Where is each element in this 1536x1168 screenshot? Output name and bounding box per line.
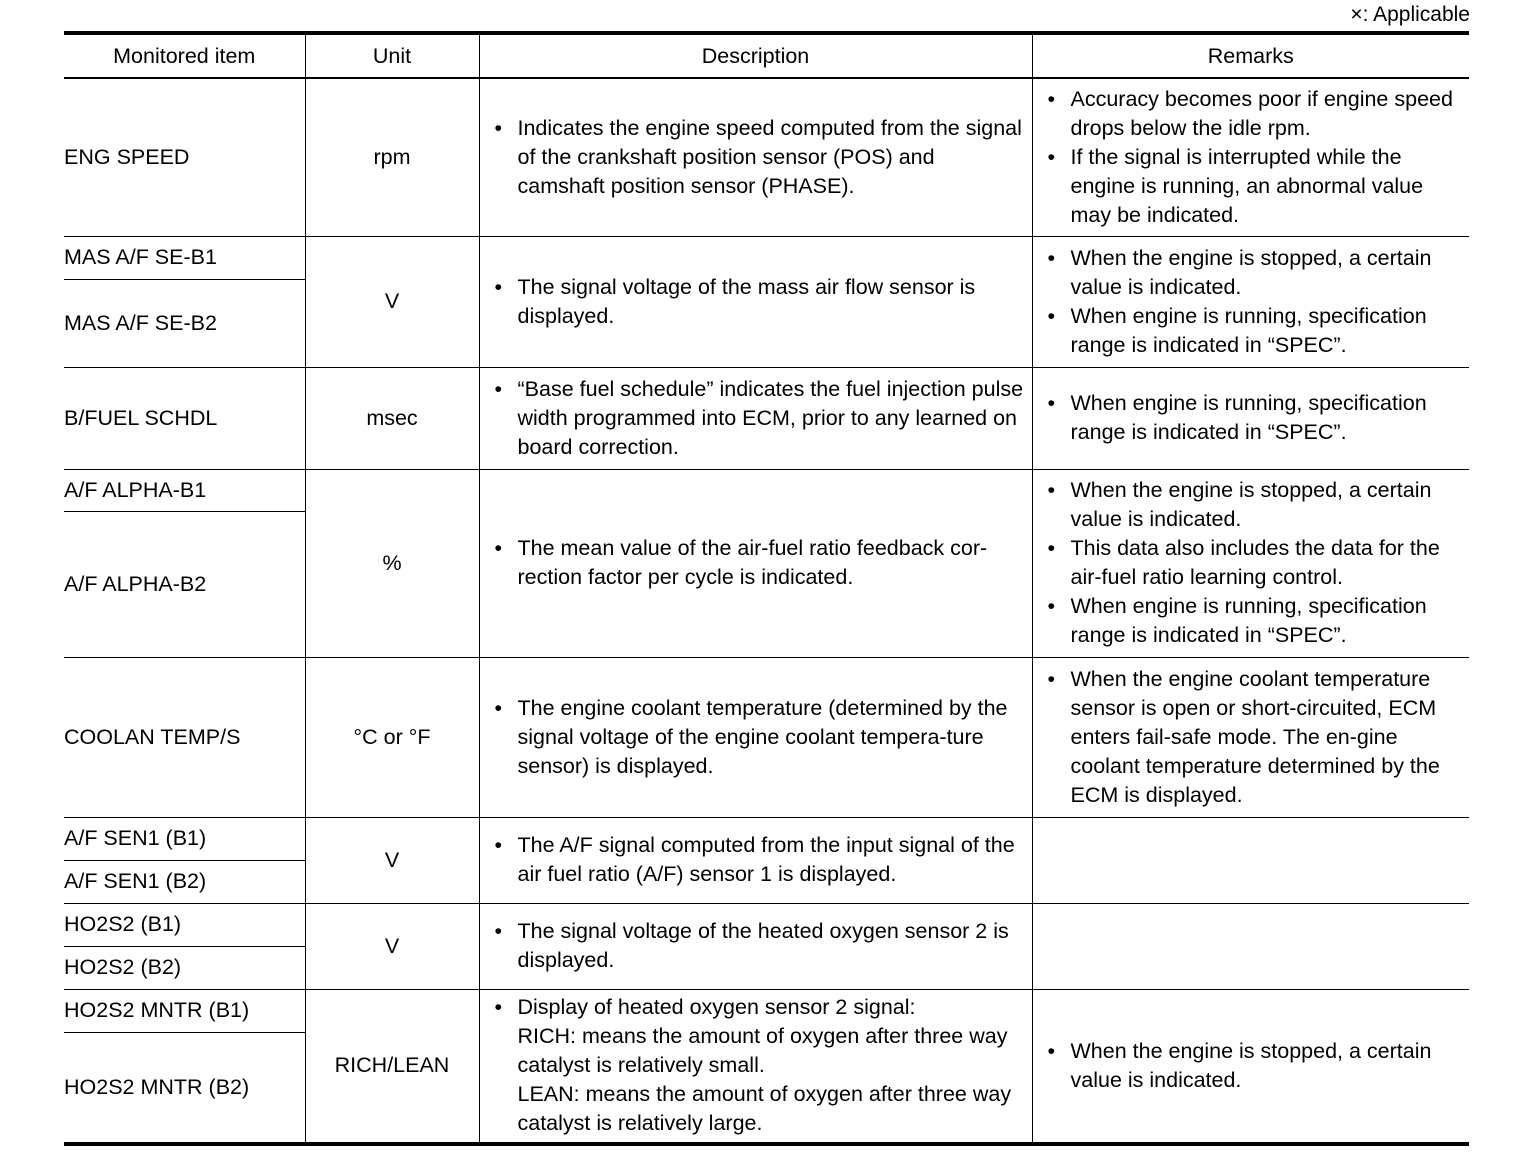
unit: V <box>305 817 479 903</box>
monitored-item: MAS A/F SE-B2 <box>64 279 305 367</box>
description-bullet: • “Base fuel schedule” indicates the fuel injection pulse width programmed into ECM, prior to any learned on board correction. <box>480 375 1032 462</box>
remark-bullet: • When the engine is stopped, a certain value is indicated. <box>1033 244 1470 302</box>
monitored-item: HO2S2 (B2) <box>64 946 305 989</box>
remarks <box>1032 236 1469 367</box>
unit: % <box>305 469 479 657</box>
unit: °C or °F <box>305 657 479 817</box>
monitored-item: A/F SEN1 (B2) <box>64 860 305 903</box>
remark-bullet: • When engine is running, specification range is indicated in “SPEC”. <box>1033 389 1470 447</box>
unit: rpm <box>305 78 479 236</box>
monitored-item: A/F SEN1 (B1) <box>64 817 305 860</box>
remarks <box>1032 903 1469 989</box>
description-bullet: • Indicates the engine speed computed from the signal of the crankshaft position sensor (POS) and camshaft position sensor (PHASE). <box>480 114 1032 201</box>
remarks <box>1032 367 1469 469</box>
description-line: • Display of heated oxygen sensor 2 signal: <box>517 995 916 1020</box>
remarks <box>1032 989 1469 1144</box>
description <box>479 78 1032 236</box>
remark-bullet: • When engine is running, specification range is indicated in “SPEC”. <box>1033 592 1470 650</box>
monitored-item: HO2S2 (B1) <box>64 903 305 946</box>
description-bullet: • The signal voltage of the mass air flow sensor is displayed. <box>480 273 1032 331</box>
description <box>479 657 1032 817</box>
monitored-item: HO2S2 MNTR (B1) <box>64 989 305 1032</box>
description-line: RICH: means the amount of oxygen after three way catalyst is relatively small. <box>517 1024 1008 1078</box>
description-line: LEAN: means the amount of oxygen after three way catalyst is relatively large. <box>517 1082 1012 1136</box>
unit: msec <box>305 367 479 469</box>
table-row <box>64 367 1469 469</box>
header-unit: Unit <box>305 33 479 78</box>
header-monitored-item: Monitored item <box>64 33 305 78</box>
remarks <box>1032 469 1469 657</box>
monitored-item: B/FUEL SCHDL <box>64 367 305 469</box>
monitored-item: MAS A/F SE-B1 <box>64 236 305 279</box>
monitored-item: A/F ALPHA-B1 <box>64 469 305 511</box>
table-header-row <box>64 33 1469 78</box>
remark-bullet: • When engine is running, specification range is indicated in “SPEC”. <box>1033 302 1470 360</box>
description <box>479 469 1032 657</box>
remark-bullet: • When the engine is stopped, a certain value is indicated. <box>1033 476 1470 534</box>
unit: V <box>305 903 479 989</box>
description-bullet: • The engine coolant temperature (determined by the signal voltage of the engine coolant tempera-ture sensor) is displayed. <box>480 694 1032 781</box>
applicable-legend: ×: Applicable <box>1350 3 1470 26</box>
monitored-item: HO2S2 MNTR (B2) <box>64 1032 305 1144</box>
description <box>479 989 1032 1144</box>
table-row <box>64 989 1469 1032</box>
table-row <box>64 657 1469 817</box>
description-bullet: • The A/F signal computed from the input signal of the air fuel ratio (A/F) sensor 1 is displayed. <box>480 831 1032 889</box>
description <box>479 236 1032 367</box>
header-remarks: Remarks <box>1032 33 1469 78</box>
monitored-item: ENG SPEED <box>64 78 305 236</box>
remark-bullet: • When the engine is stopped, a certain value is indicated. <box>1033 1037 1470 1095</box>
header-description: Description <box>479 33 1032 78</box>
monitored-item: A/F ALPHA-B2 <box>64 511 305 657</box>
table-row <box>64 903 1469 946</box>
remark-bullet: • This data also includes the data for the air-fuel ratio learning control. <box>1033 534 1470 592</box>
remark-bullet: • When the engine coolant temperature sensor is open or short-circuited, ECM enters fail-safe mode. The en-gine coolant temperature determined by the ECM is displayed. <box>1033 665 1470 810</box>
description <box>479 817 1032 903</box>
monitored-item: COOLAN TEMP/S <box>64 657 305 817</box>
table-row <box>64 236 1469 279</box>
remarks <box>1032 78 1469 236</box>
description-bullet: • The signal voltage of the heated oxygen sensor 2 is displayed. <box>480 917 1032 975</box>
description-bullet: • The mean value of the air-fuel ratio feedback cor-rection factor per cycle is indicated. <box>480 534 1032 592</box>
description <box>479 903 1032 989</box>
remark-bullet: • If the signal is interrupted while the engine is running, an abnormal value may be indicated. <box>1033 143 1470 230</box>
remark-bullet: • Accuracy becomes poor if engine speed drops below the idle rpm. <box>1033 85 1470 143</box>
monitor-item-table <box>64 31 1469 1146</box>
description-bullet <box>480 993 1032 1138</box>
table-row <box>64 469 1469 511</box>
remarks <box>1032 817 1469 903</box>
remarks <box>1032 657 1469 817</box>
unit: V <box>305 236 479 367</box>
table-row <box>64 78 1469 236</box>
unit: RICH/LEAN <box>305 989 479 1144</box>
description <box>479 367 1032 469</box>
table-row <box>64 817 1469 860</box>
